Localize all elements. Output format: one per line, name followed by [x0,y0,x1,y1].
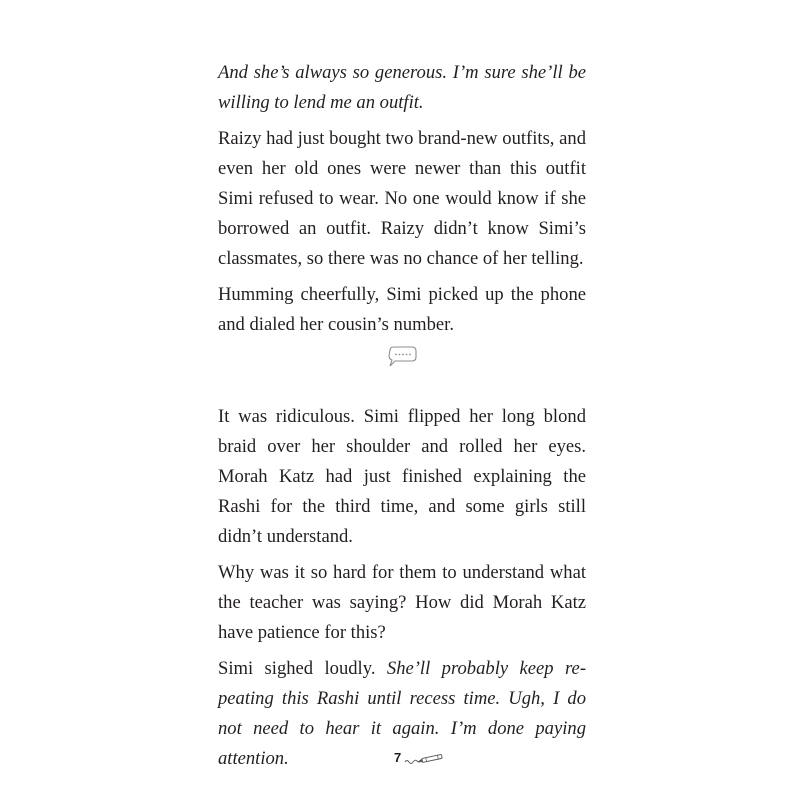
italic-text: And she’s always so generous. I’m sure she’ll be willing to lend me an outfit. [218,62,586,113]
paragraph [218,124,586,274]
page-footer [0,748,800,772]
paragraph [218,402,586,552]
paragraph [218,558,586,648]
body-text: Raizy had just bought two brand-new outfits, and even her old ones were newer than this outfit Simi refused to wear. No one would know if she borrowed an outfit. Raizy didn’t know Simi’s classmates, so there was no chance of her telling. [218,128,586,269]
paragraph [218,58,586,118]
book-page [218,58,586,780]
text-block-before-break [218,58,586,340]
body-text: Why was it so hard for them to understand what the teacher was saying? How did Morah Katz have patience for this? [218,562,586,643]
body-text: Simi sighed loudly. [218,658,387,679]
body-text: Humming cheerfully, Simi picked up the phone and dialed her cousin’s number. [218,284,586,335]
body-text: It was ridiculous. Simi flipped her long blond braid over her shoulder and rolled her eyes. Morah Katz had just finished explaining the Rashi for the third time, and some girls still didn’t understand. [218,406,586,547]
paragraph [218,280,586,340]
speech-bubble-icon [385,346,419,368]
page-number: 7 [394,750,402,765]
text-block-after-break [218,402,586,774]
pen-icon [404,750,448,766]
italic-text: She’ll probably keep repeating this Rashi until recess time. Ugh, I do not need to hear it again. I’m done paying attention. [218,658,587,769]
section-break [218,346,586,396]
